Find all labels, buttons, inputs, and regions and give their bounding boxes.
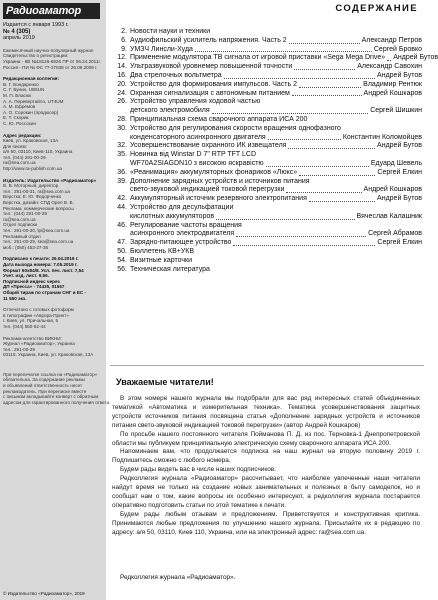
toc-leader — [309, 201, 375, 202]
editorial-paragraph: Будем рады любым отзывам и предложениям. Приветствуется и конструктивная критика. Принимаются любые предложения по улучшению нашего журнала. Присылайте их в редакцию по адресу: а/я 50, 03110, Киев 110, Украина, или на электронный адрес: ra@sea.com.ua. — [112, 510, 420, 536]
toc-page-number: 36. — [117, 168, 127, 176]
toc-leader — [292, 95, 362, 96]
toc-entry — [112, 248, 422, 257]
toc-author: Владимир Рентюк — [363, 80, 422, 88]
toc-leader — [294, 69, 355, 70]
sidebar — [0, 0, 111, 600]
toc-page-number: 32. — [117, 142, 127, 150]
editorial-paragraph: В этом номере нашего журнала мы подобрали для вас ряд интересных статей объединенных тематикой «Автоматика и измерительная техника». Тематика усовершенствования защитных устройств источников питания посвящена статья «Дополнение зарядных устройств и источников питания свето-звуковой индикацией токовой перегрузки» (автор Андрей Кошкаров) — [112, 395, 420, 429]
toc-title: асинхронного электродвигателя — [130, 230, 235, 238]
toc-leader — [224, 78, 375, 79]
toc-title: кислотных аккумуляторов — [130, 212, 215, 220]
agency-block: Реклама-агентство ВИКНИ: Журнал «Радиоаматор», Украина тел.: 291-00-29 03110, Украина, Киев, ул. Краковская, 13А — [3, 335, 94, 358]
editorial-paragraph: По просьбе нашего постоянного читателя Пойманова П. Д. из пос. Терновка-1 Днепропетровской области мы публикуем принципиальную электрическую схему сварочного аппарата ИСА 200. — [112, 430, 420, 447]
toc-page-number: 42. — [117, 195, 127, 203]
toc-page-number: 9. — [121, 45, 127, 53]
issue-date: апрель 2019 — [3, 35, 35, 42]
toc-title: конденсаторного асинхронного двигателя — [130, 133, 266, 141]
toc-page-number: 30. — [117, 124, 127, 132]
toc-title: WF70A2SIAGDN10 з високою яскравістю — [130, 159, 264, 167]
toc-entry — [112, 63, 422, 72]
toc-page-number: 6. — [121, 36, 127, 44]
toc-entry — [112, 160, 422, 169]
toc-entry — [112, 134, 422, 143]
toc-author: Сергей Абрамов — [368, 230, 422, 238]
toc-author: Александр Савохин — [357, 63, 422, 71]
print-info: Подписано к печати: 26.04.2019 г. Дата выхода номера: 7.05.2019 г. Формат 60x84/8. Усл. печ. лист. 7,54 Учет. изд. лист. 9,56. Подписной индекс через ДП «Пресса» - 74435, 01567 Общий тираж по странам СНГ и ЕС - 11 550 экз. — [3, 256, 87, 301]
toc-title: Регулирование частоты вращения — [130, 221, 242, 229]
toc-entry — [112, 186, 422, 195]
toc-title: Устройство для десульфатации — [130, 203, 234, 211]
toc-title: свето-звуковой индикацией токовой перегрузки — [130, 186, 285, 194]
toc-title: Два стрелочных вольтметра — [130, 71, 222, 79]
toc-leader — [268, 139, 341, 140]
copyright: © Издательство «Радиоаматор», 2019 — [3, 591, 85, 596]
toc-title: Усовершенствование охранного ИК извещателя — [130, 142, 287, 150]
toc-page-number: 44. — [117, 203, 127, 211]
toc-entry — [112, 266, 422, 275]
toc-author: Александр Петров — [361, 36, 422, 44]
toc-entry — [112, 81, 422, 90]
toc-entry — [112, 116, 422, 125]
toc-title: Устройство для регулирования скорости вращения однофазного — [130, 124, 341, 132]
toc-entry — [112, 195, 422, 204]
reprint-notice: При перепечатке ссылка на «Радиоаматор» обязательна. За содержание рекламы и объявлений ответственность несет рекламодатель. При переписке вместе с письмом вкладывайте конверт с обратным адресом для гарантированного получения ответа. — [3, 371, 111, 405]
toc-title: Новинка від Winstar D 7" RTP TFT LCD — [130, 151, 257, 159]
toc-page-number: 2. — [121, 28, 127, 35]
editorial-paragraph: Напоминаем вам, что продолжается подписка на наш журнал на вторую половину 2019 г. Подпишитесь сможно с любого номера. — [112, 448, 420, 465]
toc-author: Сергей Елкин — [377, 168, 422, 176]
toc-entry — [112, 257, 422, 266]
toc-entry — [112, 230, 422, 239]
toc-entry — [112, 28, 422, 37]
printing-house: Отпечатано с готовых фотоформ в типографии «Аврора-Принт» г. Киев, ул. Причальная, 5 тел. (044) 550-52-44 — [3, 307, 74, 329]
toc-entry — [112, 98, 422, 107]
toc-page-number: 14. — [117, 63, 127, 71]
imprint-block: Ежемесячный научно-популярный журнал Свидетельство о регистрации: Украина - КВ №18126-6926 ПР от 06.24.2011г. Россия - ПИ № ФС 77-37838 от 26.09.2009 г. — [3, 47, 101, 70]
toc-title: Аккумуляторный источник резервного электропитания — [130, 195, 307, 203]
toc-entry — [112, 54, 438, 63]
toc-author: Сергей Елкин — [377, 239, 422, 247]
toc-leader — [288, 148, 375, 149]
editorial-title: Уважаемые читатели! — [116, 377, 214, 387]
toc-entry — [112, 72, 422, 81]
toc-author: Едуард Шевель — [370, 159, 422, 167]
toc-title: «Реанимация» аккумуляторных фонариков «Люкс» — [130, 168, 298, 176]
toc-leader — [266, 166, 369, 167]
publisher-block: Издатель: Издательство «Радиоаматор» В. В. Моторный, директор тел.: 291-00-31, ra@sea.com.ua Верстка: Е. Ю. Федорченко Верстка, дизайн: СПД Орел В. В. Реклама, коммерческие вопросы тел.: (044) 291-00-29 ra@sea.com.ua Отдел подписки тел.: 291-00-30, lp@sea.com.ua Рекламный отдел тел.: 291-00-29, sea@sea.com.ua моб.: (050) 453-27-35 — [3, 177, 97, 250]
toc-page-number: 12. — [117, 54, 127, 62]
toc-page-number: 56. — [117, 265, 127, 273]
toc-leader — [289, 43, 360, 44]
toc-title: Новости науки и техники — [130, 28, 211, 35]
publication-info — [3, 22, 102, 42]
toc-title: Бюллетень КВ+УКВ — [130, 247, 195, 255]
editorial-board: Редакционная коллегия: В. Г. Бондаренко С. Г. Бунин, UB5UN М. П. Власюк А. А. Перевертайло, UT4UM А. М. Ефремов А. О. Сорокин (продюсер) Е. Т. Скорик С. Ю. Россохин — [3, 76, 64, 126]
toc-heading: СОДЕРЖАНИЕ — [335, 3, 418, 14]
toc-author: Вячеслав Калашник — [356, 212, 422, 220]
toc-entry — [112, 239, 422, 248]
toc-entry — [112, 151, 422, 160]
toc-title: Зарядно-питающее устройство — [130, 239, 232, 247]
toc-page-number: 47. — [117, 239, 127, 247]
toc-title: УМЗЧ Линсли-Худа — [130, 45, 193, 53]
toc-leader — [299, 175, 375, 176]
toc-page-number: 46. — [117, 221, 127, 229]
toc-entry — [112, 213, 422, 222]
toc-author: Андрей Бутов — [393, 54, 438, 62]
table-of-contents — [112, 28, 438, 274]
toc-entry — [112, 169, 422, 178]
toc-title: Устройство управления ходовой частью — [130, 98, 261, 106]
toc-entry — [112, 142, 422, 151]
toc-leader — [216, 219, 354, 220]
toc-page-number: 16. — [117, 71, 127, 79]
toc-title: Охранная сигнализация с автономным питанием — [130, 89, 290, 97]
issue-number: № 4 (305) — [3, 28, 31, 35]
toc-leader — [286, 192, 361, 193]
toc-leader — [233, 245, 375, 246]
toc-entry — [112, 125, 422, 134]
divider — [110, 365, 424, 366]
toc-title: Аудиофильский усилитель напряжения. Часть 2 — [130, 36, 287, 44]
toc-author: Константин Коломойцев — [342, 133, 422, 141]
editorial-address: Адрес редакции: Киев, ул. Краковская, 13А Для писем: а/я 50, 03110, Киев-110, Украина тел. (044) 291-00-29 ra@sea.com.ua http://www.ra-publish.com.ua — [3, 132, 73, 172]
toc-entry — [112, 37, 422, 46]
since-line: Издается с января 1993 г. — [3, 22, 69, 28]
toc-leader — [212, 113, 369, 114]
toc-author: Андрей Кошкаров — [363, 186, 422, 194]
toc-author: Андрей Бутов — [377, 142, 422, 150]
toc-page-number: 35. — [117, 151, 127, 159]
toc-leader — [299, 87, 361, 88]
toc-page-number: 50. — [117, 247, 127, 255]
toc-page-number: 28. — [117, 115, 127, 123]
editorial-signature: Редколлегия журнала «Радиоаматор». — [120, 574, 236, 581]
toc-page-number: 24. — [117, 89, 127, 97]
toc-title: Принципиальная схема сварочного аппарата ИСА 200 — [130, 115, 308, 123]
magazine-logo: Радиоаматор — [3, 3, 100, 19]
editorial-paragraph: Редколлегия журнала «Радиоаматор» рассчитывает, что наиболее увлеченные наши читатели найдут время не только на создание новых занимательных и полезных в быту самоделок, но и сообщат нам о том, какие вопросы их особенно интересуют, а редколлегия журнала постарается оперативно подготовить статьи по этой тематике к печати. — [112, 475, 420, 509]
toc-page-number: 26. — [117, 98, 127, 106]
toc-author: Андрей Кошкаров — [363, 89, 422, 97]
toc-entry — [112, 107, 422, 116]
toc-author: Андрей Бутов — [377, 195, 422, 203]
toc-author: Сергей Бровко — [373, 45, 422, 53]
toc-title: Дополнение зарядных устройств и источников питания — [130, 177, 310, 185]
toc-author: Сергей Шишкин — [370, 107, 422, 115]
toc-title: Применение модулятора ТВ сигнала от игровой приставки «Sega Mega Drive» — [130, 54, 386, 62]
toc-title: Ультразвуковой уровнемер повышенной точности — [130, 63, 293, 71]
toc-page-number: 39. — [117, 177, 127, 185]
editorial-paragraph: Будем рады видеть вас в числе наших подписчиков. — [120, 466, 276, 474]
toc-author: Андрей Бутов — [377, 71, 422, 79]
toc-title: Визитные карточки — [130, 256, 192, 264]
toc-entry — [112, 222, 422, 231]
toc-title: Устройство для формирования импульсов. Часть 2 — [130, 80, 297, 88]
toc-leader — [236, 236, 366, 237]
toc-entry — [112, 204, 422, 213]
toc-leader — [387, 60, 391, 61]
toc-page-number: 20. — [117, 80, 127, 88]
toc-title: детского электромобиля — [130, 107, 210, 115]
toc-page-number: 54. — [117, 256, 127, 264]
editorial-body — [112, 395, 420, 538]
toc-leader — [195, 51, 372, 52]
toc-title: Техническая литература — [130, 265, 210, 273]
